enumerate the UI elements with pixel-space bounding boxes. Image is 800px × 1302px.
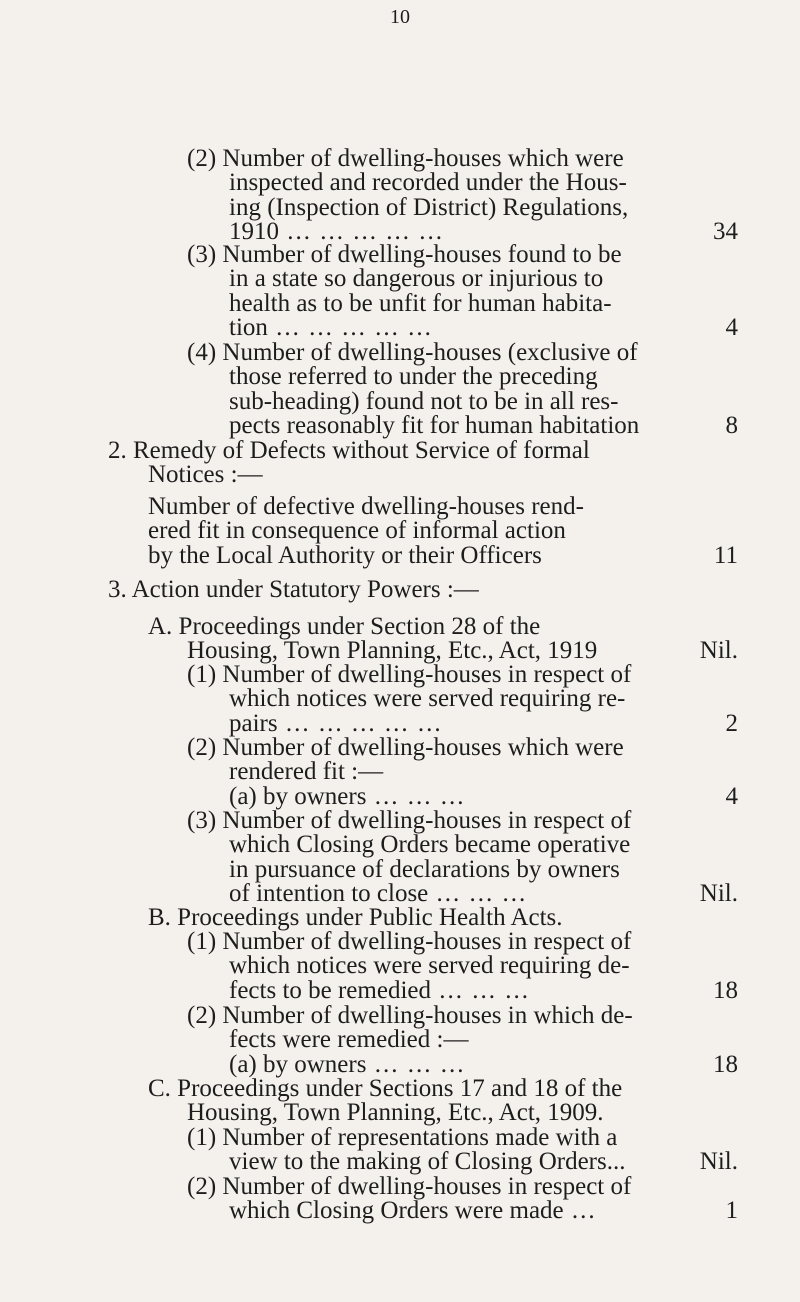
text-line: of intention to close ... ... ... [229, 879, 528, 907]
text-line: (a) by owners ... ... ... [229, 1051, 466, 1078]
dot-leader: ... ... ... [366, 1051, 466, 1078]
count-value: 11 [713, 541, 738, 569]
text-line: Notices :— [148, 461, 263, 489]
text-line: which Closing Orders became operative [229, 831, 631, 859]
text-line: pects reasonably fit for human habitation [229, 411, 640, 439]
text-line: (1) Number of dwelling-houses in respect of [187, 928, 632, 955]
text-line: which notices were served requiring de- [229, 952, 630, 980]
dot-leader: ... [563, 1197, 597, 1225]
text-line: 2. Remedy of Defects without Service of formal [108, 437, 590, 464]
count-value: 34 [713, 217, 738, 245]
text-line: (2) Number of dwelling-houses which were [187, 145, 624, 172]
text-line: ered fit in consequence of informal action [148, 517, 566, 545]
count-value: 4 [725, 783, 738, 810]
text-line: fects were remedied :— [229, 1026, 469, 1054]
text-line: (a) by owners ... ... ... [229, 783, 466, 810]
text-line: those referred to under the preceding [229, 363, 598, 391]
text-line: (2) Number of dwelling-houses in respect of [187, 1173, 632, 1200]
text-line: in a state so dangerous or injurious to [229, 265, 604, 293]
count-value: 1 [725, 1197, 738, 1225]
text-line: (1) Number of representations made with a [187, 1124, 618, 1151]
count-value: 18 [713, 1051, 738, 1078]
text-line: fects to be remedied ... ... ... [229, 976, 530, 1004]
text-line: inspected and recorded under the Hous- [229, 169, 627, 197]
count-value: 18 [713, 976, 738, 1004]
text-line: (1) Number of dwelling-houses in respect of [187, 661, 632, 688]
text-line: 3. Action under Statutory Powers :— [108, 576, 479, 603]
dot-leader: ... ... ... ... ... [277, 709, 443, 737]
text-line: by the Local Authority or their Officers [148, 541, 542, 569]
dot-leader: ... ... ... ... ... [279, 217, 444, 245]
text-line: A. Proceedings under Section 28 of the [148, 613, 541, 640]
text-line: pairs ... ... ... ... ... [229, 709, 443, 737]
dot-leader: ... ... ... [366, 783, 466, 810]
text-line: (3) Number of dwelling-houses in respect of [187, 807, 632, 834]
dot-leader: ... ... ... ... ... [267, 313, 433, 341]
page-number: 10 [390, 6, 410, 28]
text-line: which Closing Orders were made ... [229, 1197, 597, 1225]
text-line: tion ... ... ... ... ... [229, 313, 433, 341]
count-value: Nil. [699, 1148, 738, 1176]
text-line: (2) Number of dwelling-houses which were [187, 734, 624, 761]
text-line: Housing, Town Planning, Etc., Act, 1919 [187, 637, 598, 665]
text-line: C. Proceedings under Sections 17 and 18 of the [148, 1075, 623, 1102]
text-line: Housing, Town Planning, Etc., Act, 1909. [187, 1099, 604, 1127]
text-line: Number of defective dwelling-houses rend- [148, 493, 584, 520]
dot-leader: ... ... ... [431, 976, 530, 1004]
text-line: 1910 ... ... ... ... ... [229, 217, 444, 245]
count-value: Nil. [699, 879, 738, 907]
text-line: sub-heading) found not to be in all res- [229, 387, 619, 415]
text-line: (4) Number of dwelling-houses (exclusive of [187, 339, 638, 366]
text-line: B. Proceedings under Public Health Acts. [148, 904, 563, 931]
text-line: which notices were served requiring re- [229, 685, 626, 713]
text-line: view to the making of Closing Orders... [229, 1148, 626, 1176]
text-line: in pursuance of declarations by owners [229, 855, 620, 883]
text-line: (2) Number of dwelling-houses in which de- [187, 1002, 633, 1029]
count-value: 2 [725, 709, 738, 737]
count-value: Nil. [699, 637, 738, 665]
text-line: ing (Inspection of District) Regulations, [229, 193, 629, 221]
count-value: 4 [725, 313, 738, 341]
text-line: health as to be unfit for human habita- [229, 289, 612, 317]
count-value: 8 [725, 411, 738, 439]
text-line: rendered fit :— [229, 758, 384, 786]
dot-leader: ... ... ... [428, 879, 528, 907]
text-line: (3) Number of dwelling-houses found to be [187, 241, 622, 268]
